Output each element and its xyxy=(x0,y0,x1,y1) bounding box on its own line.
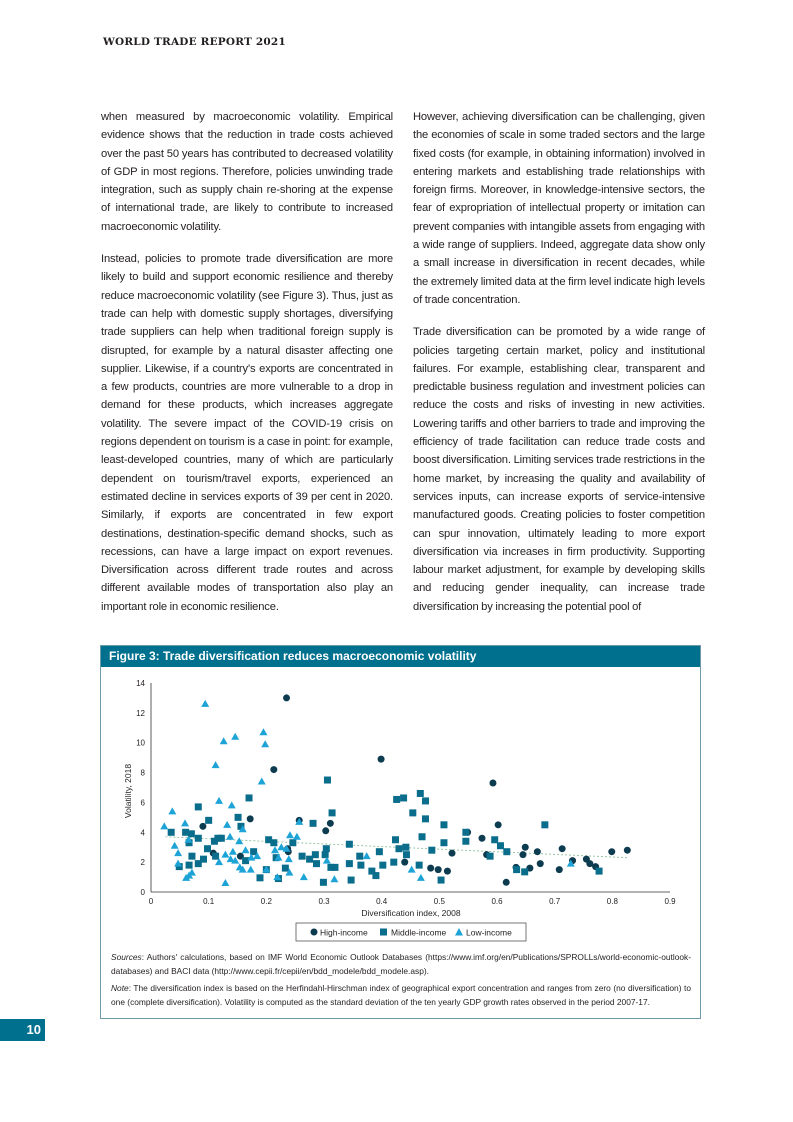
low-income-point xyxy=(229,848,237,855)
low-income-point xyxy=(212,761,220,768)
high-income-point xyxy=(559,845,566,852)
middle-income-point xyxy=(188,830,195,837)
high-income-point xyxy=(519,851,526,858)
low-income-point xyxy=(247,866,255,873)
high-income-point xyxy=(435,866,442,873)
middle-income-point xyxy=(462,829,469,836)
paragraph: Instead, policies to promote trade diversification are more likely to build and support economic resilience and thereby reduce macroeconomic volatility (see Figure 3). Thus, just as trade can help with domestic supply shortages, diversifying trade suppliers can help when traditional foreign supply is disrupted, for example by a natural disaster affecting one supplier. Likewise, if a country's exports are concentrated in a few products, countries are more vulnerable to a drop in demand for these products, which increases aggregate volatility. The severe impact of the COVID-19 crisis on regions dependent on tourism is a case in point: for example, least-developed countries, many of which are particularly dependent on tourism/travel exports, experienced an estimated decline in services exports of 39 per cent in 2020. Similarly, if exports are concentrated in few export destinations, destination-specific demand shocks, such as recessions, can have a large impact on export revenues. Diversification across different trade routes and across different available modes of transportation also play an important role in economic resilience. xyxy=(101,253,393,613)
low-income-point xyxy=(235,837,243,844)
x-tick-label: 0.1 xyxy=(203,897,215,906)
low-income-point xyxy=(174,849,182,856)
middle-income-point xyxy=(422,815,429,822)
note xyxy=(111,982,691,1009)
high-income-point xyxy=(556,866,563,873)
middle-income-point xyxy=(491,836,498,843)
y-tick-label: 2 xyxy=(140,858,145,868)
low-income-point xyxy=(223,821,231,828)
middle-income-point xyxy=(462,838,469,845)
x-tick-label: 0.9 xyxy=(664,897,676,906)
middle-income-point xyxy=(440,839,447,846)
high-income-point xyxy=(503,879,510,886)
middle-income-point xyxy=(204,845,211,852)
figure-3 xyxy=(100,645,701,1019)
middle-income-point xyxy=(212,853,219,860)
y-tick-label: 0 xyxy=(140,888,145,897)
middle-income-point xyxy=(440,821,447,828)
y-tick-label: 6 xyxy=(140,798,145,808)
paragraph: Trade diversification can be promoted by a wide range of policies targeting certain market, policy and institutional failures. For example, establishing clear, transparent and predictable business regulation and investment policies can reduce the costs and risks of investing in new activities. Lowering tariffs and other barriers to trade and improving the efficiency of trade facilitation can reduce trade costs and boost diversification. Limiting services trade restrictions in the home market, by increasing the quality and availability of services inputs, can increase exports of service-intensive manufactured goods. Creating policies to foster competition can spur innovation, ultimately leading to more export diversification via increases in firm productivity. Supporting labour market adjustment, for example by developing skills and reducing gender inequality, can increase trade diversification by increasing the potential pool of xyxy=(413,326,705,613)
high-income-point xyxy=(479,835,486,842)
scatter-chart xyxy=(101,646,699,946)
middle-income-point xyxy=(379,862,386,869)
page-number: 10 xyxy=(0,1019,45,1041)
x-tick-label: 0.5 xyxy=(433,897,445,906)
high-income-point xyxy=(283,694,290,701)
middle-income-point xyxy=(218,835,225,842)
low-income-point xyxy=(215,797,223,804)
middle-income-point xyxy=(487,853,494,860)
y-tick-label: 8 xyxy=(140,768,145,778)
sources-label: Sources xyxy=(111,952,142,962)
high-income-point xyxy=(449,850,456,857)
y-tick-label: 12 xyxy=(136,708,145,718)
middle-income-point xyxy=(320,879,327,886)
sources-text: : Authors' calculations, based on IMF World Economic Outlook Databases (https://www.imf.org/en/Publications/SPROLLs/world-economic-outlook-databases) and BACI data (http://www.cepii.fr/cepii/en/bdd_modele/bdd_modele.asp). xyxy=(111,952,691,976)
middle-income-point xyxy=(596,868,603,875)
high-income-point xyxy=(199,823,206,830)
x-tick-label: 0 xyxy=(148,897,154,906)
x-tick-label: 0.6 xyxy=(491,897,503,906)
note-label: Note xyxy=(111,983,129,993)
high-income-point xyxy=(495,821,502,828)
middle-income-point xyxy=(356,853,363,860)
low-income-point xyxy=(181,819,189,826)
middle-income-point xyxy=(416,862,423,869)
middle-income-point xyxy=(497,842,504,849)
middle-income-point xyxy=(503,848,510,855)
y-tick-label: 10 xyxy=(136,738,145,748)
high-income-point xyxy=(537,860,544,867)
low-income-point xyxy=(363,852,371,859)
middle-income-point xyxy=(310,820,317,827)
high-income-point xyxy=(444,868,451,875)
low-income-point xyxy=(285,855,293,862)
middle-income-point xyxy=(393,796,400,803)
high-income-point xyxy=(624,847,631,854)
low-income-point xyxy=(228,801,236,808)
middle-income-point xyxy=(168,829,175,836)
x-axis-label: Diversification index, 2008 xyxy=(361,908,461,918)
low-income-point xyxy=(286,831,294,838)
y-axis-label: Volatility, 2018 xyxy=(123,763,133,819)
high-income-point xyxy=(327,820,334,827)
middle-income-point xyxy=(186,862,193,869)
low-income-point xyxy=(330,875,338,882)
low-income-point xyxy=(258,778,266,785)
high-income-point xyxy=(489,780,496,787)
y-tick-label: 4 xyxy=(140,828,145,838)
middle-income-point xyxy=(331,864,338,871)
middle-income-point xyxy=(372,872,379,879)
middle-income-point xyxy=(322,851,329,858)
middle-income-point xyxy=(289,839,296,846)
middle-income-point xyxy=(346,860,353,867)
middle-income-point xyxy=(195,803,202,810)
figure-title: Figure 3: Trade diversification reduces macroeconomic volatility xyxy=(101,646,700,667)
paragraph: when measured by macroeconomic volatility. Empirical evidence shows that the reduction in trade costs achieved over the past 50 years has contributed to decreased volatility of GDP in most regions. Therefore, policies unwinding trade integration, such as supply chain re-shoring at the expense of international trade, are likely to contribute to increased macroeconomic volatility. xyxy=(101,111,393,233)
low-income-point xyxy=(221,851,229,858)
low-income-point xyxy=(231,733,239,740)
middle-income-point xyxy=(403,851,410,858)
low-income-point xyxy=(408,866,416,873)
legend-middle-income: Middle-income xyxy=(391,927,447,938)
low-income-point xyxy=(171,842,179,849)
middle-income-point xyxy=(313,860,320,867)
high-income-point xyxy=(247,815,254,822)
middle-income-point xyxy=(419,833,426,840)
middle-income-point xyxy=(256,874,263,881)
middle-income-point xyxy=(395,845,402,852)
middle-income-point xyxy=(422,797,429,804)
middle-income-point xyxy=(188,853,195,860)
y-tick-label: 14 xyxy=(136,679,145,688)
running-header: WORLD TRADE REPORT 2021 xyxy=(103,36,286,48)
middle-income-point xyxy=(417,790,424,797)
middle-income-point xyxy=(428,847,435,854)
x-tick-label: 0.7 xyxy=(549,897,561,906)
low-income-point xyxy=(417,874,425,881)
middle-income-point xyxy=(200,856,207,863)
middle-income-point xyxy=(346,841,353,848)
middle-income-point xyxy=(323,845,330,852)
middle-income-point xyxy=(521,868,528,875)
middle-income-point xyxy=(541,821,548,828)
middle-income-point xyxy=(513,866,520,873)
low-income-point xyxy=(220,737,228,744)
middle-income-point xyxy=(282,865,289,872)
middle-income-point xyxy=(390,859,397,866)
high-income-point xyxy=(534,848,541,855)
x-tick-label: 0.2 xyxy=(260,897,272,906)
legend-high-income: High-income xyxy=(320,927,368,938)
legend-high-income-marker xyxy=(311,929,318,936)
middle-income-point xyxy=(400,794,407,801)
low-income-point xyxy=(242,846,250,853)
left-column xyxy=(101,108,393,630)
right-column xyxy=(413,108,705,630)
middle-income-point xyxy=(270,839,277,846)
figure-notes xyxy=(111,951,691,1013)
middle-income-point xyxy=(195,835,202,842)
middle-income-point xyxy=(299,853,306,860)
legend-low-income: Low-income xyxy=(466,927,512,938)
middle-income-point xyxy=(348,877,355,884)
low-income-point xyxy=(259,728,267,735)
middle-income-point xyxy=(329,809,336,816)
high-income-point xyxy=(522,844,529,851)
low-income-point xyxy=(221,879,229,886)
low-income-point xyxy=(201,700,209,707)
middle-income-point xyxy=(205,817,212,824)
paragraph: However, achieving diversification can be challenging, given the economies of scale in some traded sectors and the large fixed costs (for example, in obtaining information) involved in entering markets and establishing trade relationships with foreign firms. Moreover, in knowledge-intensive sectors, the fear of expropriation of intellectual property or imitation can prevent companies with intangible assets from engaging with a wide range of suppliers. Indeed, aggregate data show only a small increase in diversification in recent decades, while the extremely limited data at the firm level indicate high levels of trade concentration. xyxy=(413,111,705,306)
middle-income-point xyxy=(392,836,399,843)
high-income-point xyxy=(270,766,277,773)
middle-income-point xyxy=(376,848,383,855)
high-income-point xyxy=(427,865,434,872)
middle-income-point xyxy=(402,844,409,851)
x-tick-label: 0.8 xyxy=(606,897,618,906)
low-income-point xyxy=(261,740,269,747)
sources xyxy=(111,951,691,978)
middle-income-point xyxy=(312,851,319,858)
high-income-point xyxy=(608,848,615,855)
high-income-point xyxy=(401,859,408,866)
low-income-point xyxy=(300,873,308,880)
high-income-point xyxy=(322,827,329,834)
low-income-point xyxy=(160,822,168,829)
middle-income-point xyxy=(235,814,242,821)
legend xyxy=(296,923,526,941)
note-text: : The diversification index is based on the Herfindahl-Hirschman index of geographical export concentration and ranges from zero (no diversification) to one (complete diversification). Volatility is computed as the standard deviation of the ten yearly GDP growth rates observed in the period 2007-17. xyxy=(111,983,691,1007)
low-income-point xyxy=(226,833,234,840)
middle-income-point xyxy=(324,777,331,784)
high-income-point xyxy=(378,756,385,763)
middle-income-point xyxy=(357,862,364,869)
legend-middle-income-marker xyxy=(380,929,387,936)
x-tick-label: 0.4 xyxy=(376,897,388,906)
x-tick-label: 0.3 xyxy=(318,897,330,906)
middle-income-point xyxy=(246,794,253,801)
middle-income-point xyxy=(438,877,445,884)
low-income-point xyxy=(293,833,301,840)
middle-income-point xyxy=(409,809,416,816)
low-income-point xyxy=(168,807,176,814)
